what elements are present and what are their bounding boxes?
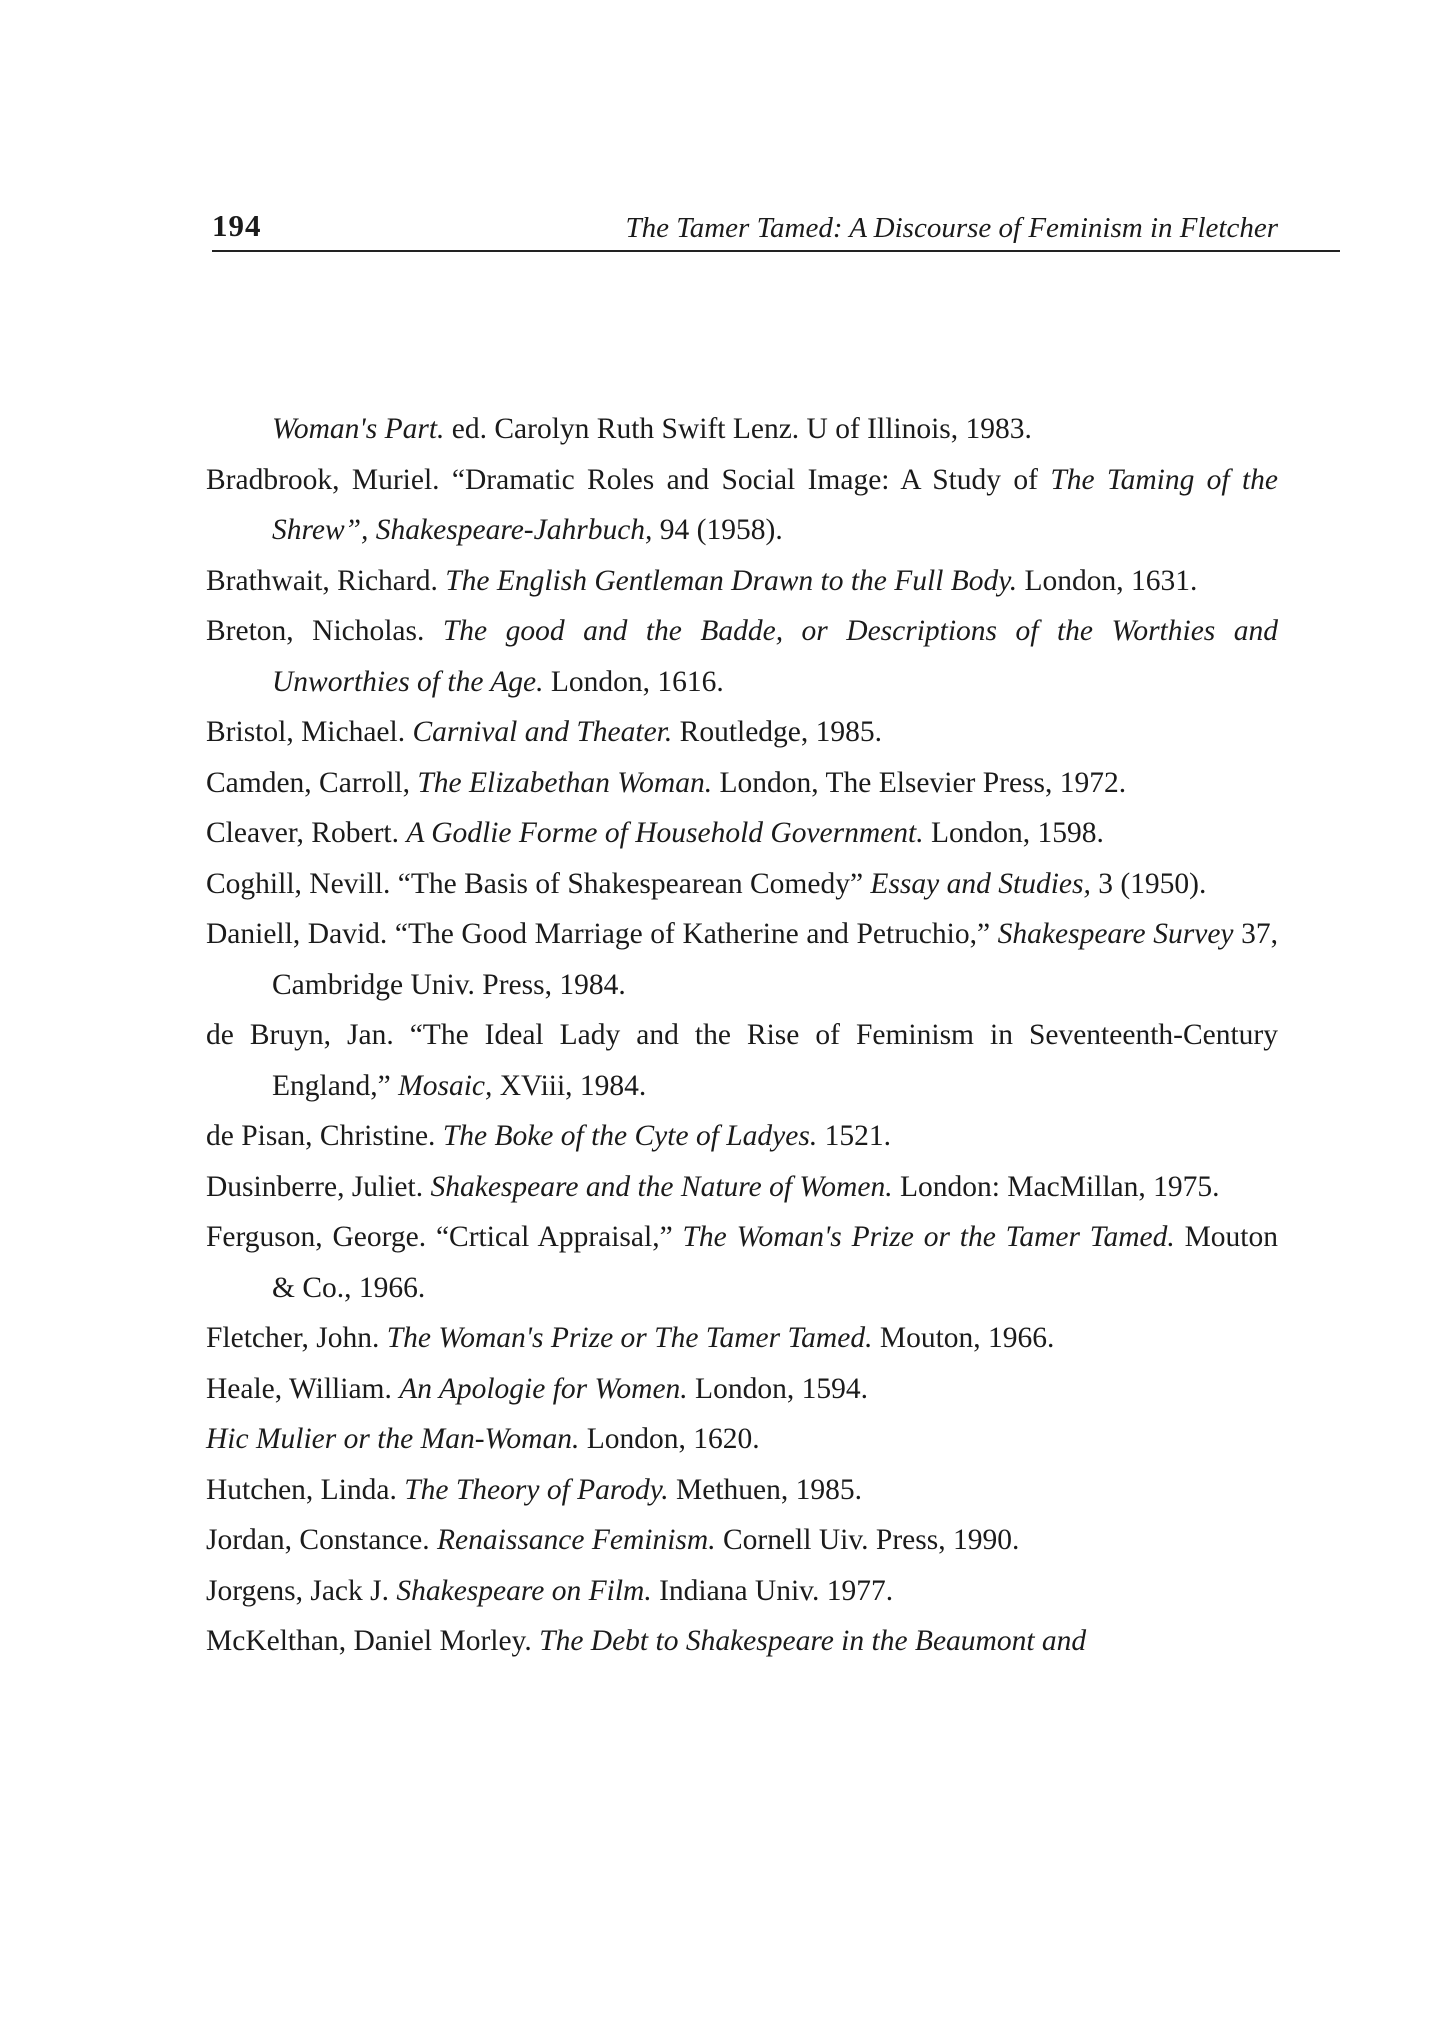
reference-text: London, 1594. (687, 1372, 868, 1405)
reference-entry (206, 1313, 1278, 1364)
reference-title: Renaissance Feminism. (437, 1524, 716, 1556)
reference-title: The English Gentleman Drawn to the Full Body. (445, 564, 1018, 597)
reference-entry (206, 1515, 1278, 1566)
page-number: 194 (212, 208, 262, 243)
reference-entry (206, 1212, 1278, 1313)
reference-title: The Taming of the Shrew”, Shakespeare-Jahrbuch, (272, 463, 1279, 546)
reference-entry (206, 859, 1278, 910)
reference-title: The Elizabethan Woman. (417, 766, 713, 799)
reference-text: Cleaver, Robert. (206, 817, 407, 849)
reference-title: Shakespeare and the Nature of Women. (430, 1170, 893, 1203)
reference-text: London, 1598. (923, 817, 1104, 849)
reference-title: The Debt to Shakespeare in the Beaumont and (539, 1625, 1087, 1657)
reference-title: Shakespeare on Film. (396, 1574, 652, 1607)
reference-title: The Woman's Prize or the Tamer Tamed. (682, 1221, 1175, 1253)
reference-entry (206, 1616, 1278, 1667)
reference-entry (206, 556, 1278, 607)
reference-entry (206, 758, 1278, 809)
reference-title: Woman's Part. (272, 413, 445, 445)
reference-text: Daniell, David. “The Good Marriage of Katherine and Petruchio,” (206, 918, 998, 950)
reference-entry (206, 1162, 1278, 1213)
reference-title: The Boke of the Cyte of Ladyes. (442, 1120, 818, 1152)
reference-text: Ferguson, George. “Crtical Appraisal,” (206, 1221, 683, 1253)
reference-entry (206, 455, 1278, 556)
bibliography-list (206, 404, 1278, 1667)
reference-text: Bradbrook, Muriel. “Dramatic Roles and Social Image: A Study of (206, 463, 1051, 496)
reference-text: London, 1616. (543, 665, 724, 698)
reference-text: McKelthan, Daniel Morley. (206, 1625, 540, 1657)
reference-text: de Bruyn, Jan. “The Ideal Lady and the Rise of Feminism in Seventeenth-Century England,” (206, 1019, 1278, 1102)
reference-text: 37, Cambridge Univ. Press, 1984. (272, 918, 1278, 1001)
running-title: The Tamer Tamed: A Discourse of Feminism in Fletcher (625, 212, 1278, 244)
reference-title: A Godlie Forme of Household Government. (406, 817, 924, 849)
reference-text: Mouton, 1966. (872, 1322, 1055, 1354)
reference-text: de Pisan, Christine. (206, 1120, 443, 1152)
reference-entry (206, 1010, 1278, 1111)
reference-entry (206, 1465, 1278, 1516)
reference-text: Routledge, 1985. (672, 716, 883, 748)
reference-text: Jorgens, Jack J. (206, 1574, 397, 1607)
reference-title: The good and the Badde, or Descriptions of the Worthies and Unworthies of the Age. (272, 615, 1279, 698)
reference-title: The Theory of Parody. (404, 1473, 669, 1506)
reference-text: Cornell Uiv. Press, 1990. (715, 1524, 1020, 1556)
reference-text: Heale, William. (206, 1372, 400, 1405)
reference-entry (206, 606, 1278, 707)
reference-text: Coghill, Nevill. “The Basis of Shakespearean Comedy” (206, 867, 871, 900)
reference-text: 1521. (817, 1120, 891, 1152)
reference-entry (206, 1414, 1278, 1465)
reference-text: XViii, 1984. (492, 1069, 647, 1102)
reference-text: London, 1631. (1017, 564, 1198, 597)
reference-text: Mouton & Co., 1966. (272, 1221, 1279, 1304)
reference-entry (206, 707, 1278, 758)
reference-entry (206, 1566, 1278, 1617)
reference-text: Breton, Nicholas. (206, 615, 443, 647)
page-header (212, 206, 1340, 252)
reference-text: Indiana Univ. 1977. (651, 1574, 894, 1607)
reference-title: Mosaic, (398, 1069, 493, 1102)
reference-text: Camden, Carroll, (206, 766, 418, 799)
reference-title: Carnival and Theater. (412, 716, 673, 748)
reference-title: The Woman's Prize or The Tamer Tamed. (386, 1322, 873, 1354)
reference-entry (206, 909, 1278, 1010)
reference-text: Brathwait, Richard. (206, 564, 446, 597)
reference-text: Methuen, 1985. (668, 1473, 863, 1506)
reference-title: Hic Mulier or the Man-Woman. (206, 1423, 580, 1455)
reference-entry (206, 808, 1278, 859)
reference-text: 3 (1950). (1090, 867, 1207, 900)
reference-title: An Apologie for Women. (399, 1372, 688, 1405)
reference-text: Hutchen, Linda. (206, 1473, 405, 1506)
reference-entry (206, 1111, 1278, 1162)
reference-text: Dusinberre, Juliet. (206, 1170, 431, 1203)
reference-entry (206, 404, 1278, 455)
reference-title: Essay and Studies, (870, 867, 1091, 900)
reference-text: London, The Elsevier Press, 1972. (712, 766, 1127, 799)
reference-title: Shakespeare Survey (997, 918, 1234, 950)
reference-text: London: MacMillan, 1975. (892, 1170, 1220, 1203)
reference-text: Fletcher, John. (206, 1322, 387, 1354)
reference-text: London, 1620. (579, 1423, 760, 1455)
reference-text: Bristol, Michael. (206, 716, 413, 748)
reference-text: 94 (1958). (652, 514, 783, 546)
reference-text: Jordan, Constance. (206, 1524, 438, 1556)
reference-text: ed. Carolyn Ruth Swift Lenz. U of Illinois, 1983. (444, 413, 1032, 445)
reference-entry (206, 1364, 1278, 1415)
